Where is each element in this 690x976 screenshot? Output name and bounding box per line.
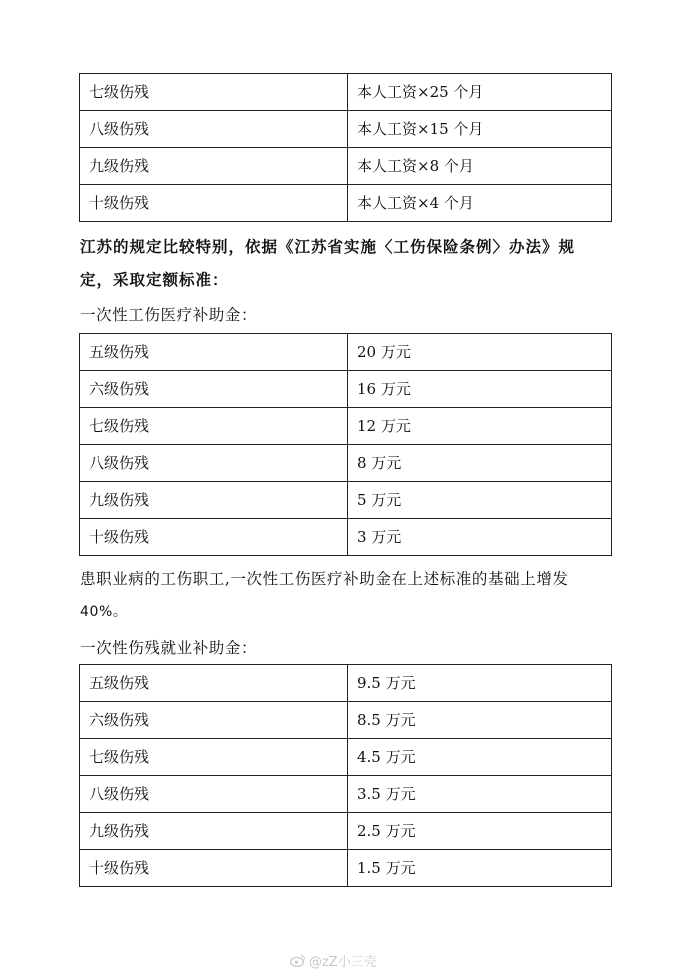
weibo-logo-icon (290, 954, 306, 971)
table-row (80, 445, 612, 482)
table-row (80, 408, 612, 445)
watermark-text: @zZ小三壳 (309, 955, 377, 970)
table-row (80, 148, 612, 185)
amount-cell: 9.5 万元 (348, 665, 612, 702)
amount-cell: 3 万元 (348, 519, 612, 556)
amount-cell: 3.5 万元 (348, 776, 612, 813)
occupational-disease-note-line-2: 40%。 (80, 604, 128, 620)
table-row (80, 185, 612, 222)
table-row (80, 74, 612, 111)
disability-level-cell: 五级伤残 (80, 334, 348, 371)
disability-level-cell: 十级伤残 (80, 850, 348, 887)
table-row (80, 702, 612, 739)
jiangsu-rule-line-1: 江苏的规定比较特别，依据《江苏省实施〈工伤保险条例〉办法》规 (80, 237, 576, 256)
disability-level-cell: 五级伤残 (80, 665, 348, 702)
compensation-cell: 本人工资×15 个月 (348, 111, 612, 148)
amount-cell: 1.5 万元 (348, 850, 612, 887)
table-row (80, 776, 612, 813)
disability-level-cell: 六级伤残 (80, 702, 348, 739)
table-row (80, 850, 612, 887)
table-row (80, 665, 612, 702)
medical-subsidy-heading: 一次性工伤医疗补助金： (80, 306, 258, 324)
compensation-cell: 本人工资×4 个月 (348, 185, 612, 222)
disability-level-cell: 八级伤残 (80, 776, 348, 813)
amount-cell: 16 万元 (348, 371, 612, 408)
jiangsu-rule-line-2: 定，采取定额标准： (80, 270, 229, 289)
disability-level-cell: 九级伤残 (80, 813, 348, 850)
disability-level-cell: 六级伤残 (80, 371, 348, 408)
disability-salary-table (79, 73, 612, 222)
disability-level-cell: 八级伤残 (80, 445, 348, 482)
watermark (290, 951, 377, 971)
table-row (80, 813, 612, 850)
amount-cell: 8 万元 (348, 445, 612, 482)
disability-level-cell: 八级伤残 (80, 111, 348, 148)
table-row (80, 334, 612, 371)
amount-cell: 12 万元 (348, 408, 612, 445)
disability-level-cell: 七级伤残 (80, 408, 348, 445)
compensation-cell: 本人工资×8 个月 (348, 148, 612, 185)
table-row (80, 111, 612, 148)
employment-subsidy-table (79, 664, 612, 887)
disability-level-cell: 九级伤残 (80, 482, 348, 519)
amount-cell: 5 万元 (348, 482, 612, 519)
occupational-disease-note-line-1: 患职业病的工伤职工,一次性工伤医疗补助金在上述标准的基础上增发 (80, 570, 569, 588)
table-row (80, 371, 612, 408)
amount-cell: 4.5 万元 (348, 739, 612, 776)
compensation-cell: 本人工资×25 个月 (348, 74, 612, 111)
amount-cell: 20 万元 (348, 334, 612, 371)
amount-cell: 2.5 万元 (348, 813, 612, 850)
table-row (80, 482, 612, 519)
disability-level-cell: 十级伤残 (80, 185, 348, 222)
employment-subsidy-heading: 一次性伤残就业补助金： (80, 639, 258, 657)
amount-cell: 8.5 万元 (348, 702, 612, 739)
disability-level-cell: 九级伤残 (80, 148, 348, 185)
medical-subsidy-table (79, 333, 612, 556)
disability-level-cell: 七级伤残 (80, 74, 348, 111)
disability-level-cell: 十级伤残 (80, 519, 348, 556)
disability-level-cell: 七级伤残 (80, 739, 348, 776)
table-row (80, 739, 612, 776)
table-row (80, 519, 612, 556)
